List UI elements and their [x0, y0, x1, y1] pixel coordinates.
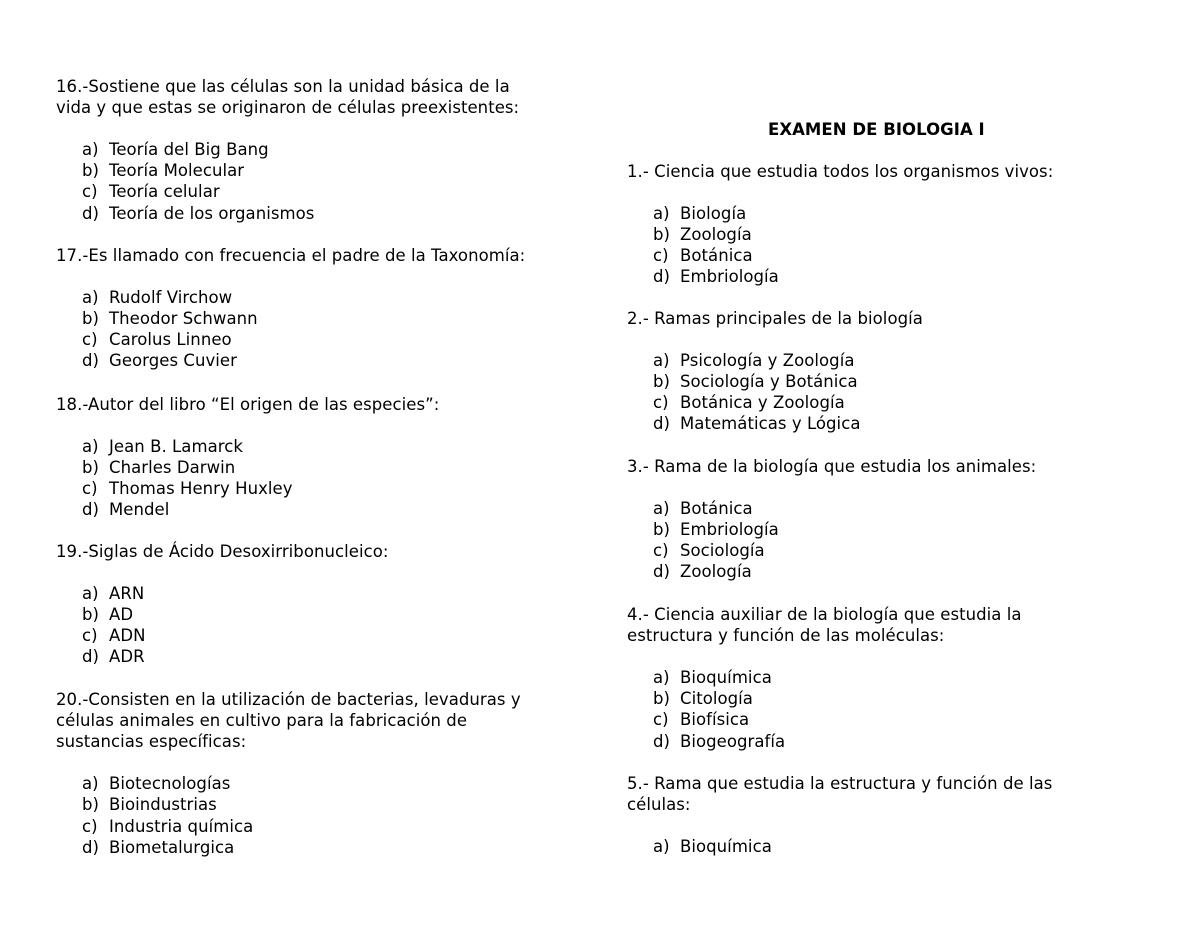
option-letter: d) [82, 837, 100, 857]
option-letter: a) [82, 436, 99, 456]
option-letter: a) [653, 836, 670, 856]
answer-option [653, 709, 749, 730]
option-text: Charles Darwin [109, 457, 236, 477]
option-letter: a) [653, 350, 670, 370]
option-text: Botánica y Zoología [680, 393, 845, 413]
question-text: 1.- Ciencia que estudia todos los organismos vivos: [627, 162, 1054, 181]
option-letter: c) [653, 246, 669, 266]
option-text: Mendel [109, 500, 170, 520]
answer-option [82, 583, 144, 604]
option-letter: a) [82, 287, 99, 307]
question-text: 5.- Rama que estudia la estructura y función de las [627, 774, 1053, 793]
question-text: sustancias específicas: [56, 732, 247, 752]
option-text: Georges Cuvier [109, 351, 237, 371]
answer-option [653, 561, 752, 582]
answer-option [82, 203, 314, 224]
answer-option [82, 773, 230, 794]
question-text: 19.-Siglas de Ácido Desoxirribonucleico: [56, 542, 389, 561]
answer-option [82, 816, 253, 837]
answer-option [82, 646, 145, 667]
option-letter: d) [653, 731, 671, 751]
answer-option [82, 837, 234, 858]
option-text: Biología [680, 203, 747, 223]
option-text: Biofísica [680, 710, 750, 730]
option-letter: b) [82, 308, 100, 328]
option-letter: b) [653, 689, 671, 709]
answer-option [82, 287, 232, 308]
question-text: 16.-Sostiene que las células son la unidad básica de la [56, 77, 510, 96]
option-letter: d) [82, 203, 100, 223]
option-letter: b) [82, 604, 100, 624]
question-text: vida y que estas se originaron de células preexistentes: [56, 98, 520, 118]
option-letter: c) [653, 710, 669, 730]
answer-option [653, 688, 753, 709]
option-letter: d) [82, 351, 100, 371]
option-text: Botánica [680, 246, 753, 266]
option-text: Teoría de los organismos [109, 203, 315, 223]
option-text: Jean B. Lamarck [109, 436, 243, 456]
answer-option [653, 392, 845, 413]
option-letter: b) [82, 161, 100, 181]
option-text: Sociología y Botánica [680, 371, 858, 391]
answer-option [82, 794, 217, 815]
option-letter: a) [82, 139, 99, 159]
question-text: 18.-Autor del libro “El origen de las especies”: [56, 395, 440, 414]
option-letter: d) [653, 267, 671, 287]
answer-option [653, 540, 765, 561]
option-text: Citología [680, 689, 753, 709]
option-text: Embriología [680, 519, 779, 539]
answer-option [82, 181, 220, 202]
option-letter: a) [82, 583, 99, 603]
option-letter: d) [653, 414, 671, 434]
option-letter: a) [82, 774, 99, 794]
option-text: Teoría celular [109, 182, 220, 202]
option-text: ADR [109, 647, 145, 667]
option-letter: a) [653, 498, 670, 518]
answer-option [82, 457, 235, 478]
answer-option [653, 224, 752, 245]
option-text: Matemáticas y Lógica [680, 414, 861, 434]
answer-option [82, 478, 293, 499]
question-text: 3.- Rama de la biología que estudia los animales: [627, 457, 1037, 476]
question-text: células: [627, 795, 691, 815]
question-text: 20.-Consisten en la utilización de bacterias, levaduras y [56, 690, 521, 709]
option-letter: b) [653, 371, 671, 391]
answer-option [82, 308, 258, 329]
option-text: Theodor Schwann [109, 308, 258, 328]
question-text: 17.-Es llamado con frecuencia el padre de la Taxonomía: [56, 246, 526, 265]
option-letter: d) [82, 500, 100, 520]
answer-option [82, 329, 232, 350]
option-letter: c) [82, 816, 98, 836]
answer-option [653, 836, 772, 857]
option-text: Bioquímica [680, 836, 772, 856]
option-text: Carolus Linneo [109, 330, 232, 350]
answer-option [653, 731, 785, 752]
answer-option [82, 350, 237, 371]
option-letter: a) [653, 203, 670, 223]
answer-option [653, 413, 860, 434]
answer-option [82, 625, 146, 646]
question-text: estructura y función de las moléculas: [627, 626, 945, 646]
answer-option [653, 498, 753, 519]
option-letter: c) [82, 182, 98, 202]
option-letter: b) [82, 795, 100, 815]
option-text: Biometalurgica [109, 837, 235, 857]
option-letter: d) [82, 647, 100, 667]
option-text: Embriología [680, 267, 779, 287]
option-text: Rudolf Virchow [109, 287, 233, 307]
option-text: Botánica [680, 498, 753, 518]
option-text: Zoología [680, 224, 752, 244]
option-text: Psicología y Zoología [680, 350, 855, 370]
option-text: Bioindustrias [109, 795, 217, 815]
option-text: Biogeografía [680, 731, 786, 751]
answer-option [653, 203, 746, 224]
option-text: ARN [109, 583, 145, 603]
answer-option [653, 245, 753, 266]
option-letter: d) [653, 562, 671, 582]
option-letter: b) [653, 519, 671, 539]
option-text: Thomas Henry Huxley [109, 479, 293, 499]
question-text: 2.- Ramas principales de la biología [627, 309, 923, 328]
option-text: Biotecnologías [109, 774, 231, 794]
option-text: ADN [109, 626, 146, 646]
option-text: Sociología [680, 541, 765, 561]
answer-option [82, 499, 169, 520]
answer-option [82, 139, 269, 160]
option-letter: b) [653, 224, 671, 244]
question-text: células animales en cultivo para la fabricación de [56, 711, 468, 731]
answer-option [653, 519, 779, 540]
option-letter: c) [82, 479, 98, 499]
option-letter: a) [653, 667, 670, 687]
option-letter: c) [653, 393, 669, 413]
answer-option [82, 436, 243, 457]
option-text: Industria química [109, 816, 254, 836]
option-letter: b) [82, 457, 100, 477]
answer-option [653, 350, 855, 371]
answer-option [82, 604, 133, 625]
exam-title: EXAMEN DE BIOLOGIA I [768, 120, 985, 139]
option-text: Teoría del Big Bang [109, 139, 269, 159]
option-letter: c) [82, 626, 98, 646]
option-text: AD [109, 604, 134, 624]
answer-option [653, 667, 772, 688]
option-letter: c) [653, 541, 669, 561]
option-letter: c) [82, 330, 98, 350]
question-text: 4.- Ciencia auxiliar de la biología que estudia la [627, 605, 1022, 624]
answer-option [82, 160, 244, 181]
option-text: Teoría Molecular [109, 161, 245, 181]
answer-option [653, 266, 779, 287]
answer-option [653, 371, 858, 392]
option-text: Zoología [680, 562, 752, 582]
option-text: Bioquímica [680, 667, 772, 687]
